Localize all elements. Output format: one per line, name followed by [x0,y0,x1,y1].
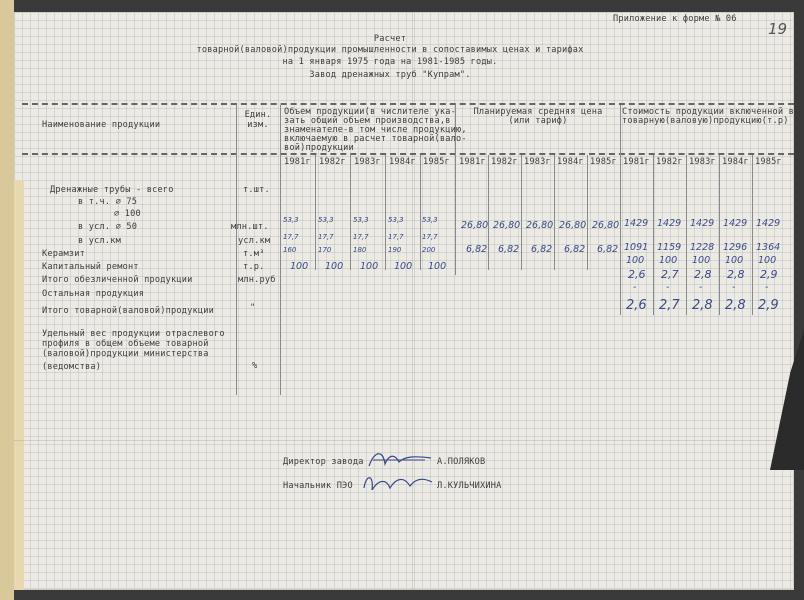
year-cost-1981: 1981г [623,157,650,167]
row-share-4: (ведомства) [42,362,102,372]
header-volume-1: Объем продукции(в числителе ука- [284,107,456,117]
pec-signature [360,470,435,498]
row-cond-d50: в усл. ∅ 50 [78,222,138,232]
price-d50-1985: 26,80 [592,220,620,231]
cost-d50-1981: 1429 [624,218,649,229]
unit-share: % [252,361,258,371]
unit-cap-repair: т.р. [243,262,265,272]
doc-title: Расчет [373,34,407,44]
year-price-1981: 1981г [459,157,486,167]
row-share-3: (валовой)продукции министерства [42,349,209,359]
row-commodity-total: Итого товарной(валовой)продукции [42,306,214,316]
cost-keramzit-1983: 1228 [690,242,715,253]
paper-crease-horizontal [14,440,794,441]
year-vol-1984: 1984г [389,157,416,167]
year-cost-1982: 1982г [656,157,683,167]
vol-repair-1985: 100 [428,261,447,272]
sub-divider [719,155,720,315]
vol-cond-d50-1983: 53,3 [353,216,369,224]
cost-repair-1981: 100 [626,255,645,266]
cost-commodity-1985: 2,9 [758,298,779,313]
cost-repair-1983: 100 [692,255,711,266]
price-d50-1983: 26,80 [526,220,554,231]
row-keramzit: Керамзит [42,249,85,259]
cost-commodity-1981: 2,6 [626,298,647,313]
year-vol-1982: 1982г [319,157,346,167]
paper-edge-left [14,180,24,590]
unit-cond-d50: млн.шт. [231,222,269,232]
cost-d50-1983: 1429 [690,218,715,229]
vol-cond-km-1985: 17,7 [422,233,438,241]
row-share-2: профиля в общем объеме товарной [42,339,209,349]
cost-commodity-1984: 2,8 [725,298,746,313]
vol-keramzit-1983: 180 [353,246,367,254]
cost-impersonal-1984: 2,8 [727,268,745,281]
cost-other-1984: - [732,282,736,293]
price-d50-1982: 26,80 [493,220,521,231]
cost-repair-1982: 100 [659,255,678,266]
year-price-1984: 1984г [557,157,584,167]
cost-keramzit-1981: 1091 [624,242,649,253]
year-price-1985: 1985г [590,157,617,167]
table-top-rule [22,103,794,105]
year-vol-1985: 1985г [423,157,450,167]
cost-keramzit-1985: 1364 [756,242,781,253]
cost-impersonal-1982: 2,7 [661,268,679,281]
sub-divider [488,155,489,270]
row-drain-total: Дренажные трубы - всего [50,185,174,195]
unit-commodity-total: " [250,303,256,313]
price-km-1985: 6,82 [597,244,619,255]
pec-name: Л.КУЛЬЧИХИНА [437,481,502,491]
cost-other-1981: - [633,282,637,293]
page-number: 19 [768,20,788,38]
vol-cond-km-1981: 17,7 [283,233,299,241]
cost-keramzit-1982: 1159 [657,242,682,253]
header-cost-1: Стоимость продукции включенной в [622,107,794,117]
row-share-1: Удельный вес продукции отраслевого [42,329,225,339]
cost-other-1983: - [699,282,703,293]
vol-keramzit-1984: 190 [388,246,402,254]
cost-d50-1985: 1429 [756,218,781,229]
price-d50-1981: 26,80 [461,220,489,231]
pec-label: Начальник ПЭО [283,481,353,491]
year-price-1983: 1983г [524,157,551,167]
vol-repair-1982: 100 [325,261,344,272]
col-divider-cost [620,105,621,315]
cost-repair-1985: 100 [758,255,777,266]
row-d100: ∅ 100 [114,209,141,219]
vol-cond-d50-1981: 53,3 [283,216,299,224]
vol-keramzit-1981: 160 [283,246,297,254]
attachment-note: Приложение к форме № 06 [613,14,737,24]
year-price-1982: 1982г [491,157,518,167]
doc-subtitle-3: Завод дренажных труб "Купрам". [309,70,471,80]
year-cost-1983: 1983г [689,157,716,167]
unit-cond-km: усл.км [238,236,271,246]
vol-cond-km-1982: 17,7 [318,233,334,241]
cost-d50-1984: 1429 [723,218,748,229]
cost-commodity-1983: 2,8 [692,298,713,313]
unit-impersonal-total: млн.руб [238,275,276,285]
sub-divider [521,155,522,270]
sub-divider [686,155,687,315]
vol-cond-d50-1985: 53,3 [422,216,438,224]
header-price-1: Планируемая средняя цена [473,107,603,117]
paper-fold-left [0,0,14,600]
header-price-2: (или тариф) [508,116,568,126]
director-label: Директор завода [283,457,364,467]
sub-divider [554,155,555,270]
vol-keramzit-1985: 200 [422,246,436,254]
price-km-1981: 6,82 [466,244,488,255]
sub-divider [420,155,421,270]
doc-subtitle-1: товарной(валовой)продукции промышленности в сопоставимых ценах и тарифах [196,45,584,55]
vol-repair-1983: 100 [360,261,379,272]
vol-keramzit-1982: 170 [318,246,332,254]
header-unit: Един. изм. [244,110,272,130]
vol-cond-km-1984: 17,7 [388,233,404,241]
vol-cond-km-1983: 17,7 [353,233,369,241]
cost-d50-1982: 1429 [657,218,682,229]
price-d50-1984: 26,80 [559,220,587,231]
sub-divider [315,155,316,270]
header-volume-2: зать общий объем производства,в [284,116,451,126]
cost-commodity-1982: 2,7 [659,298,680,313]
year-cost-1984: 1984г [722,157,749,167]
director-signature [365,446,435,472]
doc-subtitle-2: на 1 января 1975 года на 1981-1985 годы. [282,57,498,67]
header-volume-3: знаменателе-в том числе продукцию, [284,125,467,135]
cost-impersonal-1983: 2,8 [694,268,712,281]
unit-drain-total: т.шт. [243,185,270,195]
header-volume-5: вой)продукции [284,143,354,153]
cost-impersonal-1985: 2,9 [760,268,778,281]
year-vol-1983: 1983г [354,157,381,167]
col-divider-volume [280,105,281,395]
vol-cond-d50-1984: 53,3 [388,216,404,224]
col-divider-unit [236,105,237,395]
header-product: Наименование продукции [42,120,161,130]
row-other: Остальная продукция [42,289,145,299]
sub-divider [587,155,588,270]
header-cost-2: товарную(валовую)продукцию(т.р) [622,116,789,126]
vol-repair-1981: 100 [290,261,309,272]
cost-keramzit-1984: 1296 [723,242,748,253]
cost-other-1985: - [765,282,769,293]
row-cap-repair: Капитальный ремонт [42,262,139,272]
director-name: А.ПОЛЯКОВ [437,457,486,467]
unit-keramzit: т.м³ [243,249,265,259]
year-cost-1985: 1985г [755,157,782,167]
vol-cond-d50-1982: 53,3 [318,216,334,224]
sub-divider [350,155,351,270]
cost-impersonal-1981: 2,6 [628,268,646,281]
price-km-1984: 6,82 [564,244,586,255]
row-impersonal-total: Итого обезличенной продукции [42,275,193,285]
cost-repair-1984: 100 [725,255,744,266]
price-km-1983: 6,82 [531,244,553,255]
paper-crease-vertical [412,12,413,590]
table-header-rule [22,153,794,155]
row-cond-km: в усл.км [78,236,121,246]
cost-other-1982: - [666,282,670,293]
year-vol-1981: 1981г [284,157,311,167]
sub-divider [752,155,753,315]
sub-divider [385,155,386,270]
vol-repair-1984: 100 [394,261,413,272]
header-volume-4: включаемую в расчет товарной(вало- [284,134,467,144]
row-d75: в т.ч. ∅ 75 [78,197,138,207]
price-km-1982: 6,82 [498,244,520,255]
sub-divider [653,155,654,315]
